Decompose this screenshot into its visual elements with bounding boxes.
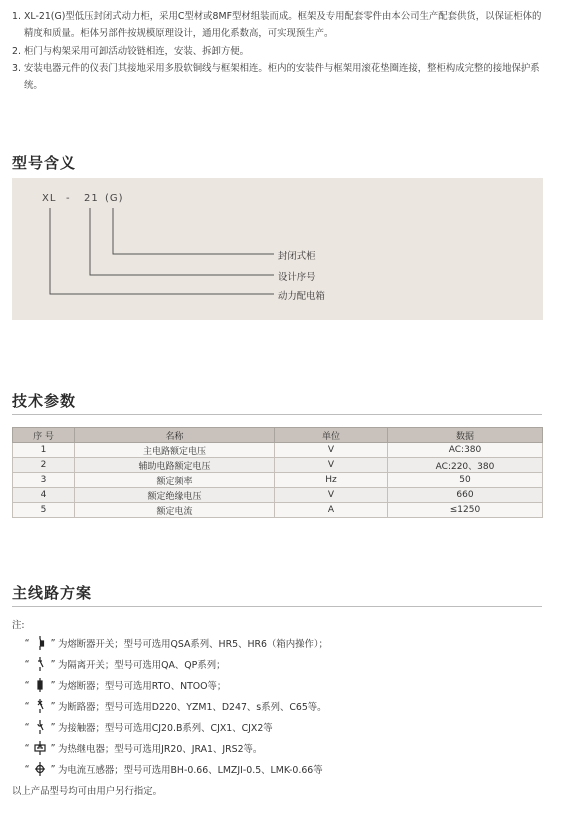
cell-index: 2 bbox=[13, 458, 75, 473]
model-label-power-box: 动力配电箱 bbox=[278, 291, 325, 302]
fuse-icon bbox=[32, 678, 48, 692]
cell-unit: Hz bbox=[275, 473, 388, 488]
symbol-row-fuse-switch bbox=[22, 636, 328, 650]
note-label: 注: bbox=[12, 620, 25, 631]
cell-value: AC:380 bbox=[388, 443, 543, 458]
cell-value: 660 bbox=[388, 488, 543, 503]
tech-section-title: 技术参数 bbox=[12, 392, 77, 410]
close-quote: ” bbox=[50, 658, 56, 670]
intro-item-number: 1. bbox=[12, 11, 21, 22]
intro-item-number: 3. bbox=[12, 62, 21, 74]
close-quote: ” bbox=[50, 763, 56, 775]
open-quote: “ bbox=[24, 721, 30, 733]
cell-value: 50 bbox=[388, 473, 543, 488]
model-code-number: 21 bbox=[84, 193, 99, 204]
table-row bbox=[13, 458, 543, 473]
table-row bbox=[13, 443, 543, 458]
table-row bbox=[13, 488, 543, 503]
symbol-description: 为电流互感器；型号可选用BH-0.66、LMZJI-0.5、LMK-0.66等 bbox=[58, 765, 323, 776]
close-quote: ” bbox=[50, 700, 56, 712]
symbol-description: 为接触器；型号可选用CJ20.B系列、CJX1、CJX2等 bbox=[58, 723, 273, 734]
header-name: 名称 bbox=[75, 428, 275, 443]
thermal-relay-icon bbox=[32, 741, 48, 755]
cell-name: 辅助电路额定电压 bbox=[75, 458, 275, 473]
model-section-title: 型号含义 bbox=[12, 154, 77, 172]
isolating-switch-icon bbox=[32, 657, 48, 671]
header-index: 序 号 bbox=[13, 428, 75, 443]
symbol-description: 为隔离开关；型号可选用QA、QP系列； bbox=[58, 660, 226, 671]
table-header-row bbox=[13, 428, 543, 443]
current-transformer-icon bbox=[32, 762, 48, 776]
symbol-row-contactor bbox=[22, 720, 273, 734]
cell-unit: V bbox=[275, 458, 388, 473]
cell-unit: V bbox=[275, 488, 388, 503]
symbol-description: 为热继电器；型号可选用JR20、JRA1、JRS2等。 bbox=[58, 744, 263, 755]
cell-index: 4 bbox=[13, 488, 75, 503]
cell-value: ≤1250 bbox=[388, 503, 543, 518]
cell-index: 3 bbox=[13, 473, 75, 488]
contactor-icon bbox=[32, 720, 48, 734]
header-unit: 单位 bbox=[275, 428, 388, 443]
close-quote: ” bbox=[50, 721, 56, 733]
open-quote: “ bbox=[24, 700, 30, 712]
circuit-section-divider bbox=[12, 606, 542, 607]
fuse-switch-icon bbox=[32, 636, 48, 650]
symbol-description: 为熔断器开关；型号可选用QSA系列、HR5、HR6（箱内操作）； bbox=[58, 639, 328, 650]
cell-unit: V bbox=[275, 443, 388, 458]
symbol-row-thermal-relay bbox=[22, 741, 262, 755]
close-quote: ” bbox=[50, 679, 56, 691]
open-quote: “ bbox=[24, 658, 30, 670]
table-row bbox=[13, 503, 543, 518]
open-quote: “ bbox=[24, 637, 30, 649]
footer-note: 以上产品型号均可由用户另行指定。 bbox=[12, 786, 163, 797]
cell-name: 主电路额定电压 bbox=[75, 443, 275, 458]
header-value: 数据 bbox=[388, 428, 543, 443]
cell-index: 1 bbox=[13, 443, 75, 458]
close-quote: ” bbox=[50, 742, 56, 754]
table-row bbox=[13, 473, 543, 488]
intro-item bbox=[12, 60, 547, 95]
cell-index: 5 bbox=[13, 503, 75, 518]
cell-name: 额定电流 bbox=[75, 503, 275, 518]
intro-item-text: 柜门与构架采用可卸活动铰链相连，安装、拆卸方便。 bbox=[24, 45, 250, 57]
intro-item bbox=[12, 8, 547, 43]
intro-item bbox=[12, 43, 547, 60]
symbol-description: 为断路器；型号可选用D220、YZM1、D247、s系列、C65等。 bbox=[58, 702, 327, 713]
intro-item-number: 2. bbox=[12, 45, 21, 57]
tech-params-table bbox=[12, 427, 543, 518]
symbol-description: 为熔断器；型号可选用RTO、NTOO等； bbox=[58, 681, 227, 692]
model-code-g: (G) bbox=[105, 193, 124, 204]
cell-name: 额定频率 bbox=[75, 473, 275, 488]
cell-name: 额定绝缘电压 bbox=[75, 488, 275, 503]
symbol-row-isolating-switch bbox=[22, 657, 225, 671]
circuit-section-title: 主线路方案 bbox=[12, 584, 93, 602]
open-quote: “ bbox=[24, 763, 30, 775]
open-quote: “ bbox=[24, 679, 30, 691]
intro-list bbox=[12, 8, 547, 94]
open-quote: “ bbox=[24, 742, 30, 754]
cell-unit: A bbox=[275, 503, 388, 518]
intro-item-text: 安装电器元件的仪表门其接地采用多股软铜线与框架相连。柜内的安装件与框架用滚花垫圈连接，整柜构成完整的接地保护系统。 bbox=[24, 62, 540, 92]
model-label-enclosed: 封闭式柜 bbox=[278, 251, 316, 262]
symbol-row-circuit-breaker bbox=[22, 699, 327, 713]
cell-value: AC:220、380 bbox=[388, 458, 543, 473]
model-code-xl: XL bbox=[42, 193, 57, 204]
model-label-design-no: 设计序号 bbox=[278, 272, 316, 283]
symbol-row-fuse bbox=[22, 678, 226, 692]
model-code-dash: - bbox=[66, 193, 71, 204]
tech-section-divider bbox=[12, 414, 542, 415]
symbol-row-current-transformer bbox=[22, 762, 323, 776]
circuit-breaker-icon bbox=[32, 699, 48, 713]
intro-item-text: XL-21(G)型低压封闭式动力柜，采用C型材或8MF型材组装而成。框架及专用配套零件由本公司生产配套供货，以保证柜体的精度和质量。柜体另部件按规模原理设计，通用化系数高，可实现预生产。 bbox=[24, 11, 542, 40]
close-quote: ” bbox=[50, 637, 56, 649]
